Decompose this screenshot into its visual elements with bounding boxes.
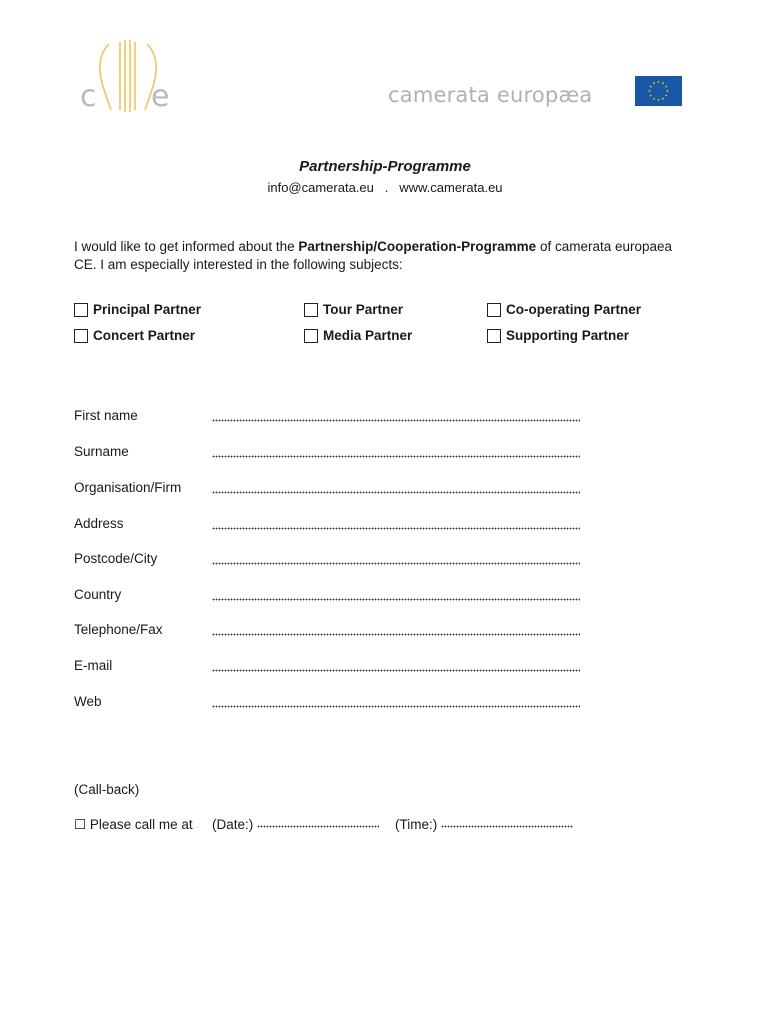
subject-checkbox-concert-partner[interactable]: [74, 328, 195, 343]
field-label-address: Address: [74, 516, 124, 531]
callback-please-call-label: Please call me at: [89, 817, 193, 832]
checkbox-box[interactable]: [304, 329, 318, 343]
subject-label: Supporting Partner: [506, 328, 630, 343]
eu-flag-star: [662, 82, 664, 84]
field-label-country: Country: [74, 587, 122, 602]
eu-flag-star: [658, 99, 660, 101]
field-label-first-name: First name: [74, 408, 138, 423]
first-name-input-line[interactable]: [212, 419, 580, 423]
logo-letter-e: e: [151, 79, 170, 114]
callback-time-input-line[interactable]: [441, 825, 573, 829]
callback-time-label: (Time:): [395, 817, 438, 832]
subject-label: Concert Partner: [93, 328, 196, 343]
web-input-line[interactable]: [212, 705, 580, 709]
telephone-fax-input-line[interactable]: [212, 633, 580, 637]
callback-checkbox-icon[interactable]: ☐: [74, 817, 87, 832]
callback-date: [212, 817, 379, 832]
eu-flag-star: [658, 81, 660, 83]
checkbox-box[interactable]: [74, 303, 88, 317]
field-label-telephone-fax: Telephone/Fax: [74, 622, 163, 637]
subject-label: Principal Partner: [93, 302, 202, 317]
eu-flag-background: [635, 76, 682, 106]
logo-letter-c: c: [80, 79, 97, 114]
brand-name: camerata europæa: [388, 83, 593, 107]
callback-heading: (Call-back): [74, 782, 140, 797]
eu-flag-icon: [635, 76, 682, 106]
intro-text-before: I would like to get informed about the: [74, 239, 299, 254]
eu-flag-star: [665, 86, 667, 88]
checkbox-box[interactable]: [487, 329, 501, 343]
subject-label: Co-operating Partner: [506, 302, 642, 317]
eu-flag-star: [650, 95, 652, 97]
subject-checkbox-media-partner[interactable]: [304, 328, 412, 343]
field-label-postcode-city: Postcode/City: [74, 551, 158, 566]
eu-flag-star: [653, 82, 655, 84]
camerata-logo: [78, 36, 178, 116]
organisation-input-line[interactable]: [212, 491, 580, 495]
subject-checkbox-supporting-partner[interactable]: [487, 328, 629, 343]
checkbox-box[interactable]: [74, 329, 88, 343]
eu-flag-star: [649, 90, 651, 92]
subject-checkbox-tour-partner[interactable]: [304, 302, 403, 317]
eu-flag-star: [665, 95, 667, 97]
checkbox-box[interactable]: [487, 303, 501, 317]
intro-text-bold: Partnership/Cooperation-Programme: [298, 239, 537, 254]
email-input-line[interactable]: [212, 669, 580, 673]
contact-email: info@camerata.eu: [267, 180, 374, 195]
subject-checkbox-co-operating-partner[interactable]: [487, 302, 641, 317]
callback-time: [395, 817, 573, 832]
logo-strings: [100, 40, 156, 112]
checkbox-box[interactable]: [304, 303, 318, 317]
eu-flag-star: [650, 86, 652, 88]
field-label-surname: Surname: [74, 444, 129, 459]
address-input-line[interactable]: [212, 527, 580, 531]
surname-input-line[interactable]: [212, 455, 580, 459]
contact-separator: .: [384, 180, 389, 195]
eu-flag-star: [653, 98, 655, 100]
subject-label: Tour Partner: [323, 302, 404, 317]
contact-website: www.camerata.eu: [399, 180, 503, 195]
field-label-email: E-mail: [74, 658, 113, 673]
callback-date-label: (Date:): [212, 817, 254, 832]
intro-paragraph: [74, 238, 694, 274]
contact-line: [0, 180, 770, 195]
field-label-web: Web: [74, 694, 102, 709]
callback-date-input-line[interactable]: [257, 825, 379, 829]
eu-flag-star: [662, 98, 664, 100]
callback-please-call[interactable]: [74, 817, 193, 833]
subject-label: Media Partner: [323, 328, 413, 343]
postcode-city-input-line[interactable]: [212, 562, 580, 566]
eu-flag-star: [667, 90, 669, 92]
country-input-line[interactable]: [212, 598, 580, 602]
subject-checkbox-principal-partner[interactable]: [74, 302, 201, 317]
page-title: Partnership-Programme: [299, 158, 471, 175]
field-label-organisation: Organisation/Firm: [74, 480, 182, 495]
intro-text-after: of camerata europaea CE. I am especially interested in the following subjects:: [74, 239, 673, 272]
